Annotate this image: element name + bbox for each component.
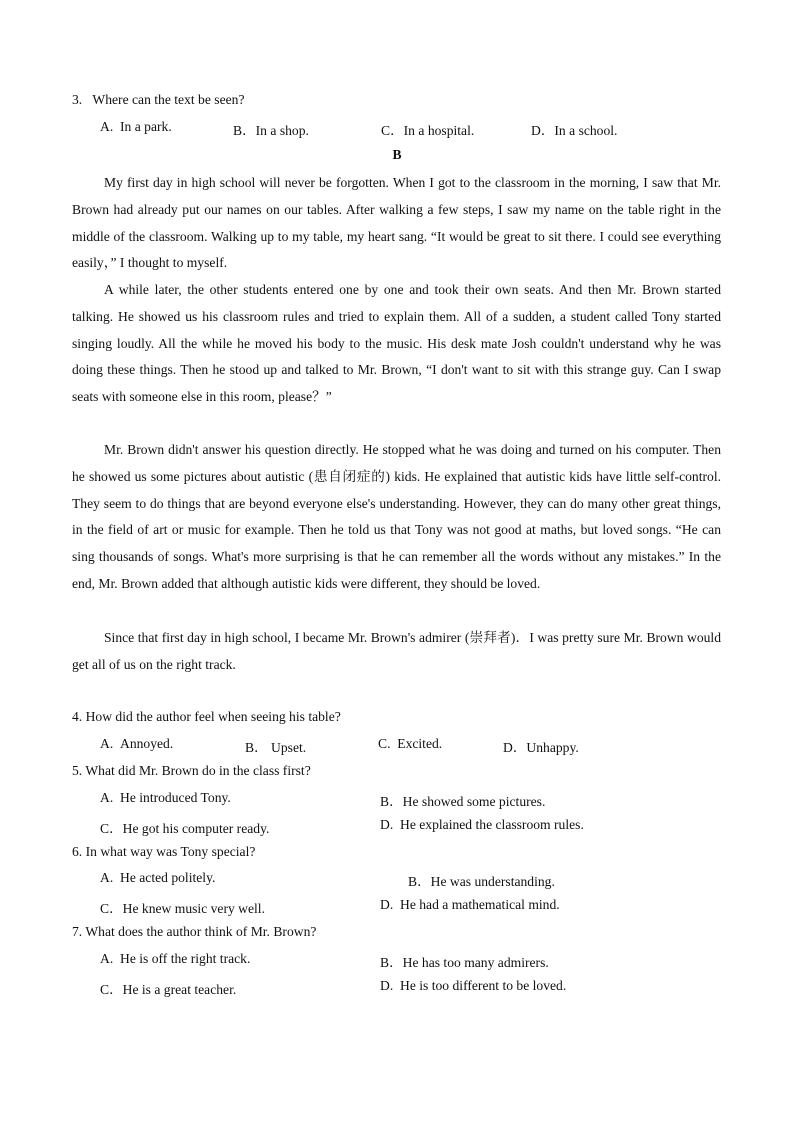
question-6-option-a: A. He acted politely. (100, 870, 216, 885)
question-4-option-d: D．Unhappy. (503, 740, 579, 755)
passage-paragraph: A while later, the other students entered one by one and took their own seats. And then Mr. Brown started talking. He showed us his classroom rules and tried to explain them. All of a sudden, a student called Tony started singing loudly. All the while he moved his body to the music. His desk mate Josh couldn't understand why he was doing these things. Then he stood up and talked to Mr. Brown, “I don't want to sit with this strange guy. Can I swap seats with someone else in this room, please？” (72, 282, 721, 405)
question-7-option-d: D. He is too different to be loved. (380, 978, 567, 993)
question-3-option-c: C．In a hospital. (381, 123, 475, 138)
question-4: 4. How did the author feel when seeing his table? (72, 709, 341, 724)
question-3-option-d: D．In a school. (531, 123, 618, 138)
question-6-option-b: B．He was understanding. (408, 874, 555, 889)
question-5: 5. What did Mr. Brown do in the class first? (72, 763, 311, 778)
question-6-option-c: C．He knew music very well. (100, 901, 265, 916)
question-4-option-a: A. Annoyed. (100, 736, 174, 751)
question-3: 3. Where can the text be seen? (72, 92, 245, 107)
question-5-option-a: A. He introduced Tony. (100, 790, 231, 805)
question-5-option-d: D. He explained the classroom rules. (380, 817, 584, 832)
passage-paragraph: My first day in high school will never be forgotten. When I got to the classroom in the morning, I saw that Mr. Brown had already put our names on our tables. After walking a few steps, I saw my name on the table right in the middle of the classroom. Walking up to my table, my heart sang. “It would be great to sit there. I could see everything easily，” I thought to myself. (72, 175, 721, 271)
question-3-option-b: B．In a shop. (233, 123, 309, 138)
section-heading: B (392, 147, 402, 162)
question-7: 7. What does the author think of Mr. Brown? (72, 924, 317, 939)
question-5-option-c: C．He got his computer ready. (100, 821, 270, 836)
question-7-option-c: C．He is a great teacher. (100, 982, 237, 997)
question-5-option-b: B．He showed some pictures. (380, 794, 546, 809)
question-7-option-a: A. He is off the right track. (100, 951, 251, 966)
question-6: 6. In what way was Tony special? (72, 844, 256, 859)
question-6-option-d: D. He had a mathematical mind. (380, 897, 560, 912)
passage-paragraph: Mr. Brown didn't answer his question directly. He stopped what he was doing and turned on his computer. Then he showed us some pictures about autistic (患自闭症的) kids. He explained that autistic kids have little self-control. They seem to do things that are beyond everyone else's understanding. However, they can do many other great things, in the field of art or music for example. Then he told us that Tony was not good at maths, but loved songs. “He can sing thousands of songs. What's more surprising is that he can remember all the words without any mistakes.” In the end, Mr. Brown added that although autistic kids were different, they should be loved. (72, 442, 721, 591)
question-7-option-b: B．He has too many admirers. (380, 955, 549, 970)
passage-paragraph: Since that first day in high school, I became Mr. Brown's admirer (崇拜者)．I was pretty sure Mr. Brown would get all of us on the right track. (72, 630, 721, 672)
question-4-option-b: B． Upset. (245, 740, 307, 755)
question-3-option-a: A. In a park. (100, 119, 172, 134)
question-4-option-c: C. Excited. (378, 736, 443, 751)
